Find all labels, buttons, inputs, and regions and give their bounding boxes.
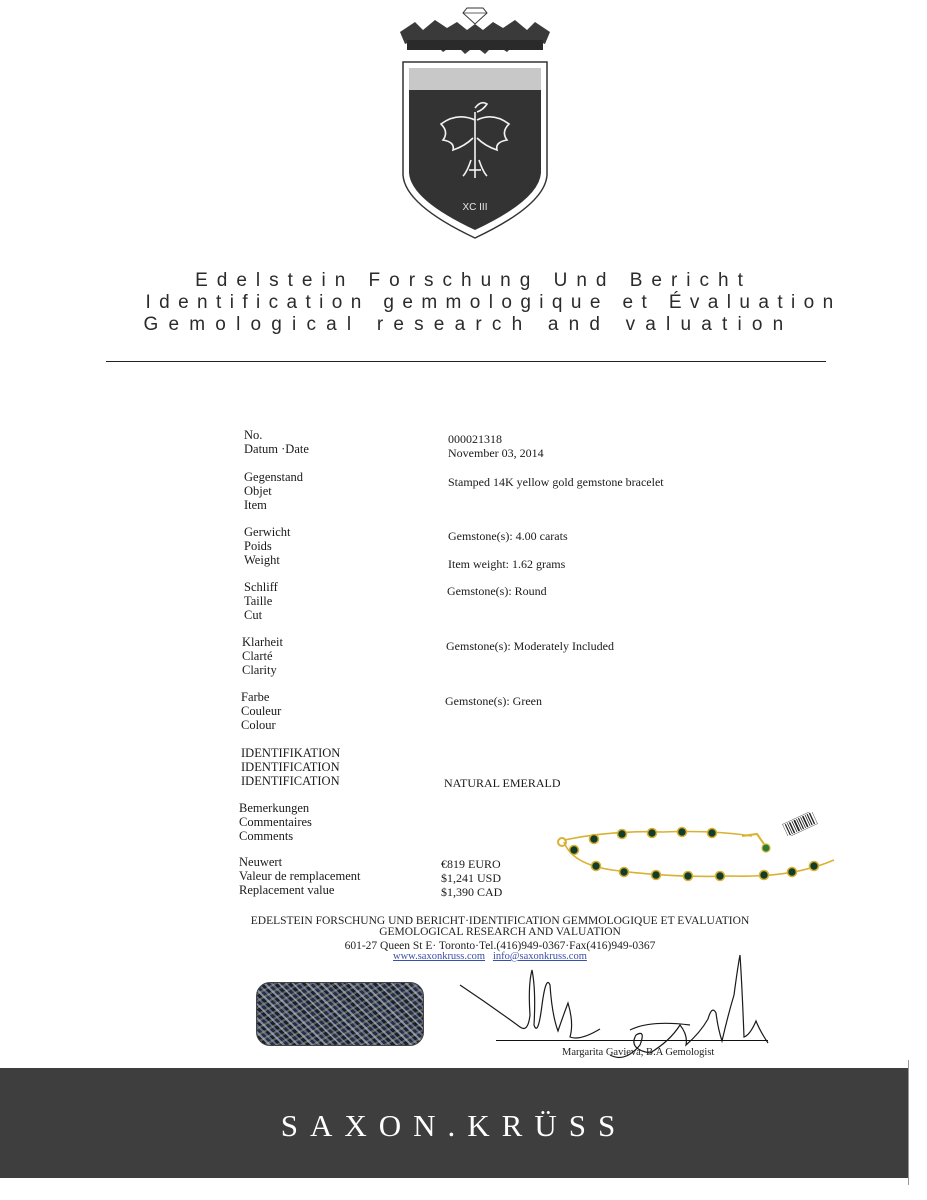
label-weight: Gerwicht Poids Weight [244,525,291,567]
website-link[interactable]: www.saxonkruss.com [393,951,486,962]
certificate-number: 000021318 [448,432,502,446]
value-item-weight: Item weight: 1.62 grams [448,557,566,571]
signer-name: Margarita Gavieva, B.A Gemologist [562,1047,715,1058]
barcode-tag-icon [782,812,818,836]
value-usd: $1,241 USD [441,871,502,885]
value-cad: $1,390 CAD [441,885,503,899]
crest-text: XC III [462,202,488,213]
footer-org-line-2: GEMOLOGICAL RESEARCH AND VALUATION [379,926,621,938]
email-link[interactable]: info@saxonkruss.com [492,951,587,962]
heading-french: Identification gemmologique et Évaluation [145,292,842,313]
value-euro: €819 EURO [441,857,501,871]
label-cut: Schliff Taille Cut [244,580,278,622]
value-identification: NATURAL EMERALD [444,776,561,790]
value-cut: Gemstone(s): Round [447,584,547,598]
label-replacement-value: Neuwert Valeur de remplacement Replacement value [239,855,361,897]
heading-english: Gemological research and valuation [143,314,794,335]
page-edge [908,1060,909,1185]
value-replacement [441,857,502,899]
brand-logo: SAXON.KRÜSS [280,1108,628,1143]
label-colour: Farbe Couleur Colour [241,690,282,732]
label-number-date: No. Datum ·Date [244,428,309,456]
footer-org-line-1: EDELSTEIN FORSCHUNG UND BERICHT·IDENTIFICATION GEMMOLOGIQUE ET EVALUATION [250,915,750,927]
label-comments: Bemerkungen Commentaires Comments [239,801,312,843]
heading-german: Edelstein Forschung Und Bericht [195,270,752,291]
crest-eagle-icon [395,0,555,245]
label-item: Gegenstand Objet Item [244,470,304,512]
label-identification: IDENTIFIKATION IDENTIFICATION IDENTIFICATION [241,746,341,788]
hologram-seal [256,982,424,1046]
certificate-date: November 03, 2014 [448,446,544,460]
value-clarity: Gemstone(s): Moderately Included [446,639,614,653]
signature [450,945,780,1080]
value-gemstone-weight: Gemstone(s): 4.00 carats [448,529,568,543]
signature-line [496,1040,768,1041]
value-colour: Gemstone(s): Green [445,694,542,708]
header-divider [106,361,826,362]
value-number-date [448,432,544,460]
value-item: Stamped 14K yellow gold gemstone bracelet [448,475,664,489]
label-clarity: Klarheit Clarté Clarity [242,635,283,677]
footer-address: 601-27 Queen St E· Toronto·Tel.(416)949-0367·Fax(416)949-0367 [344,940,656,952]
